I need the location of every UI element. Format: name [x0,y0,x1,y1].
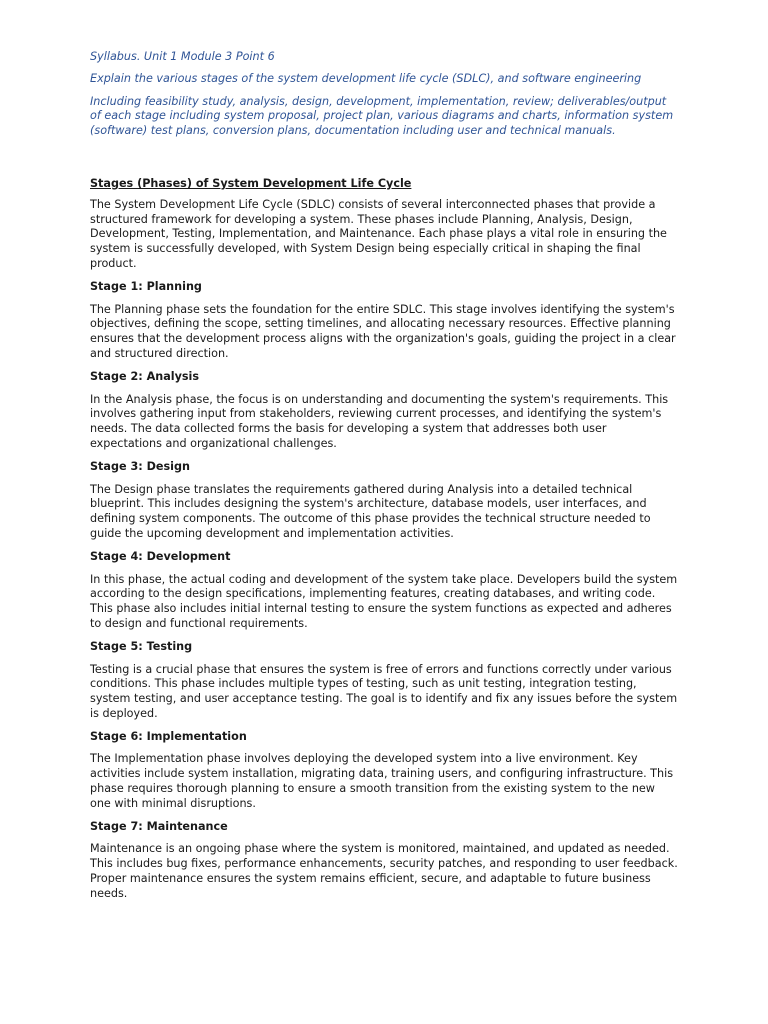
syllabus-explain: Explain the various stages of the system development life cycle (SDLC), and software engineering [90,71,642,85]
stage-title: Stage 5: Testing [90,639,193,653]
stage-text: In the Analysis phase, the focus is on understanding and documenting the system's requirements. This involves gathering input from stakeholders, reviewing current processes, and identifying the system's needs. The data collected forms the basis for developing a system that addresses both user expectations and organizational challenges. [90,392,669,450]
stage-1 [90,280,678,362]
stage-3 [90,460,678,542]
stage-title: Stage 6: Implementation [90,729,247,743]
stage-title: Stage 1: Planning [90,279,202,293]
syllabus-reference: Syllabus. Unit 1 Module 3 Point 6 [90,50,275,63]
stage-title: Stage 4: Development [90,549,231,563]
stage-7 [90,820,678,902]
stage-2 [90,370,678,452]
stage-4 [90,550,678,632]
stage-6 [90,730,678,812]
stage-title: Stage 2: Analysis [90,369,200,383]
stage-5 [90,640,678,722]
stage-text: In this phase, the actual coding and development of the system take place. Developers build the system according to the design specifications, implementing features, creating databases, and writing code. This phase also includes initial internal testing to ensure the system functions as expected and adheres to design and functional requirements. [90,572,678,630]
stage-text: Testing is a crucial phase that ensures the system is free of errors and functions correctly under various conditions. This phase includes multiple types of testing, such as unit testing, integration testing, system testing, and user acceptance testing. The goal is to identify and fix any issues before the system is deployed. [90,662,678,720]
stage-text: Maintenance is an ongoing phase where the system is monitored, maintained, and updated as needed. This includes bug fixes, performance enhancements, security patches, and responding to user feedback. Proper maintenance ensures the system remains efficient, secure, and adaptable to future business needs. [90,842,678,900]
stage-text: The Planning phase sets the foundation for the entire SDLC. This stage involves identifying the system's objectives, defining the scope, setting timelines, and allocating necessary resources. Effective planning ensures that the development process aligns with the organization's goals, guiding the project in a clear and structured direction. [90,302,676,360]
syllabus-including: Including feasibility study, analysis, design, development, implementation, review; deliverables/output of each stage including system proposal, project plan, various diagrams and charts, information system (software) test plans, conversion plans, documentation including user and technical manuals. [90,94,674,138]
stage-title: Stage 3: Design [90,459,190,473]
stage-text: The Implementation phase involves deploying the developed system into a live environment. Key activities include system installation, migrating data, training users, and configuring infrastructure. This phase requires thorough planning to ensure a smooth transition from the existing system to the new one with minimal disruptions. [90,752,674,810]
section-intro: The System Development Life Cycle (SDLC) consists of several interconnected phases that provide a structured framework for developing a system. These phases include Planning, Analysis, Design, Development, Testing, Implementation, and Maintenance. Each phase plays a vital role in ensuring the system is successfully developed, with System Design being especially critical in shaping the final product. [90,197,667,270]
stage-title: Stage 7: Maintenance [90,819,228,833]
stage-text: The Design phase translates the requirements gathered during Analysis into a detailed technical blueprint. This includes designing the system's architecture, database models, user interfaces, and defining system components. The outcome of this phase provides the technical structure needed to guide the upcoming development and implementation activities. [90,482,651,540]
section-heading: Stages (Phases) of System Development Life Cycle [90,176,412,190]
